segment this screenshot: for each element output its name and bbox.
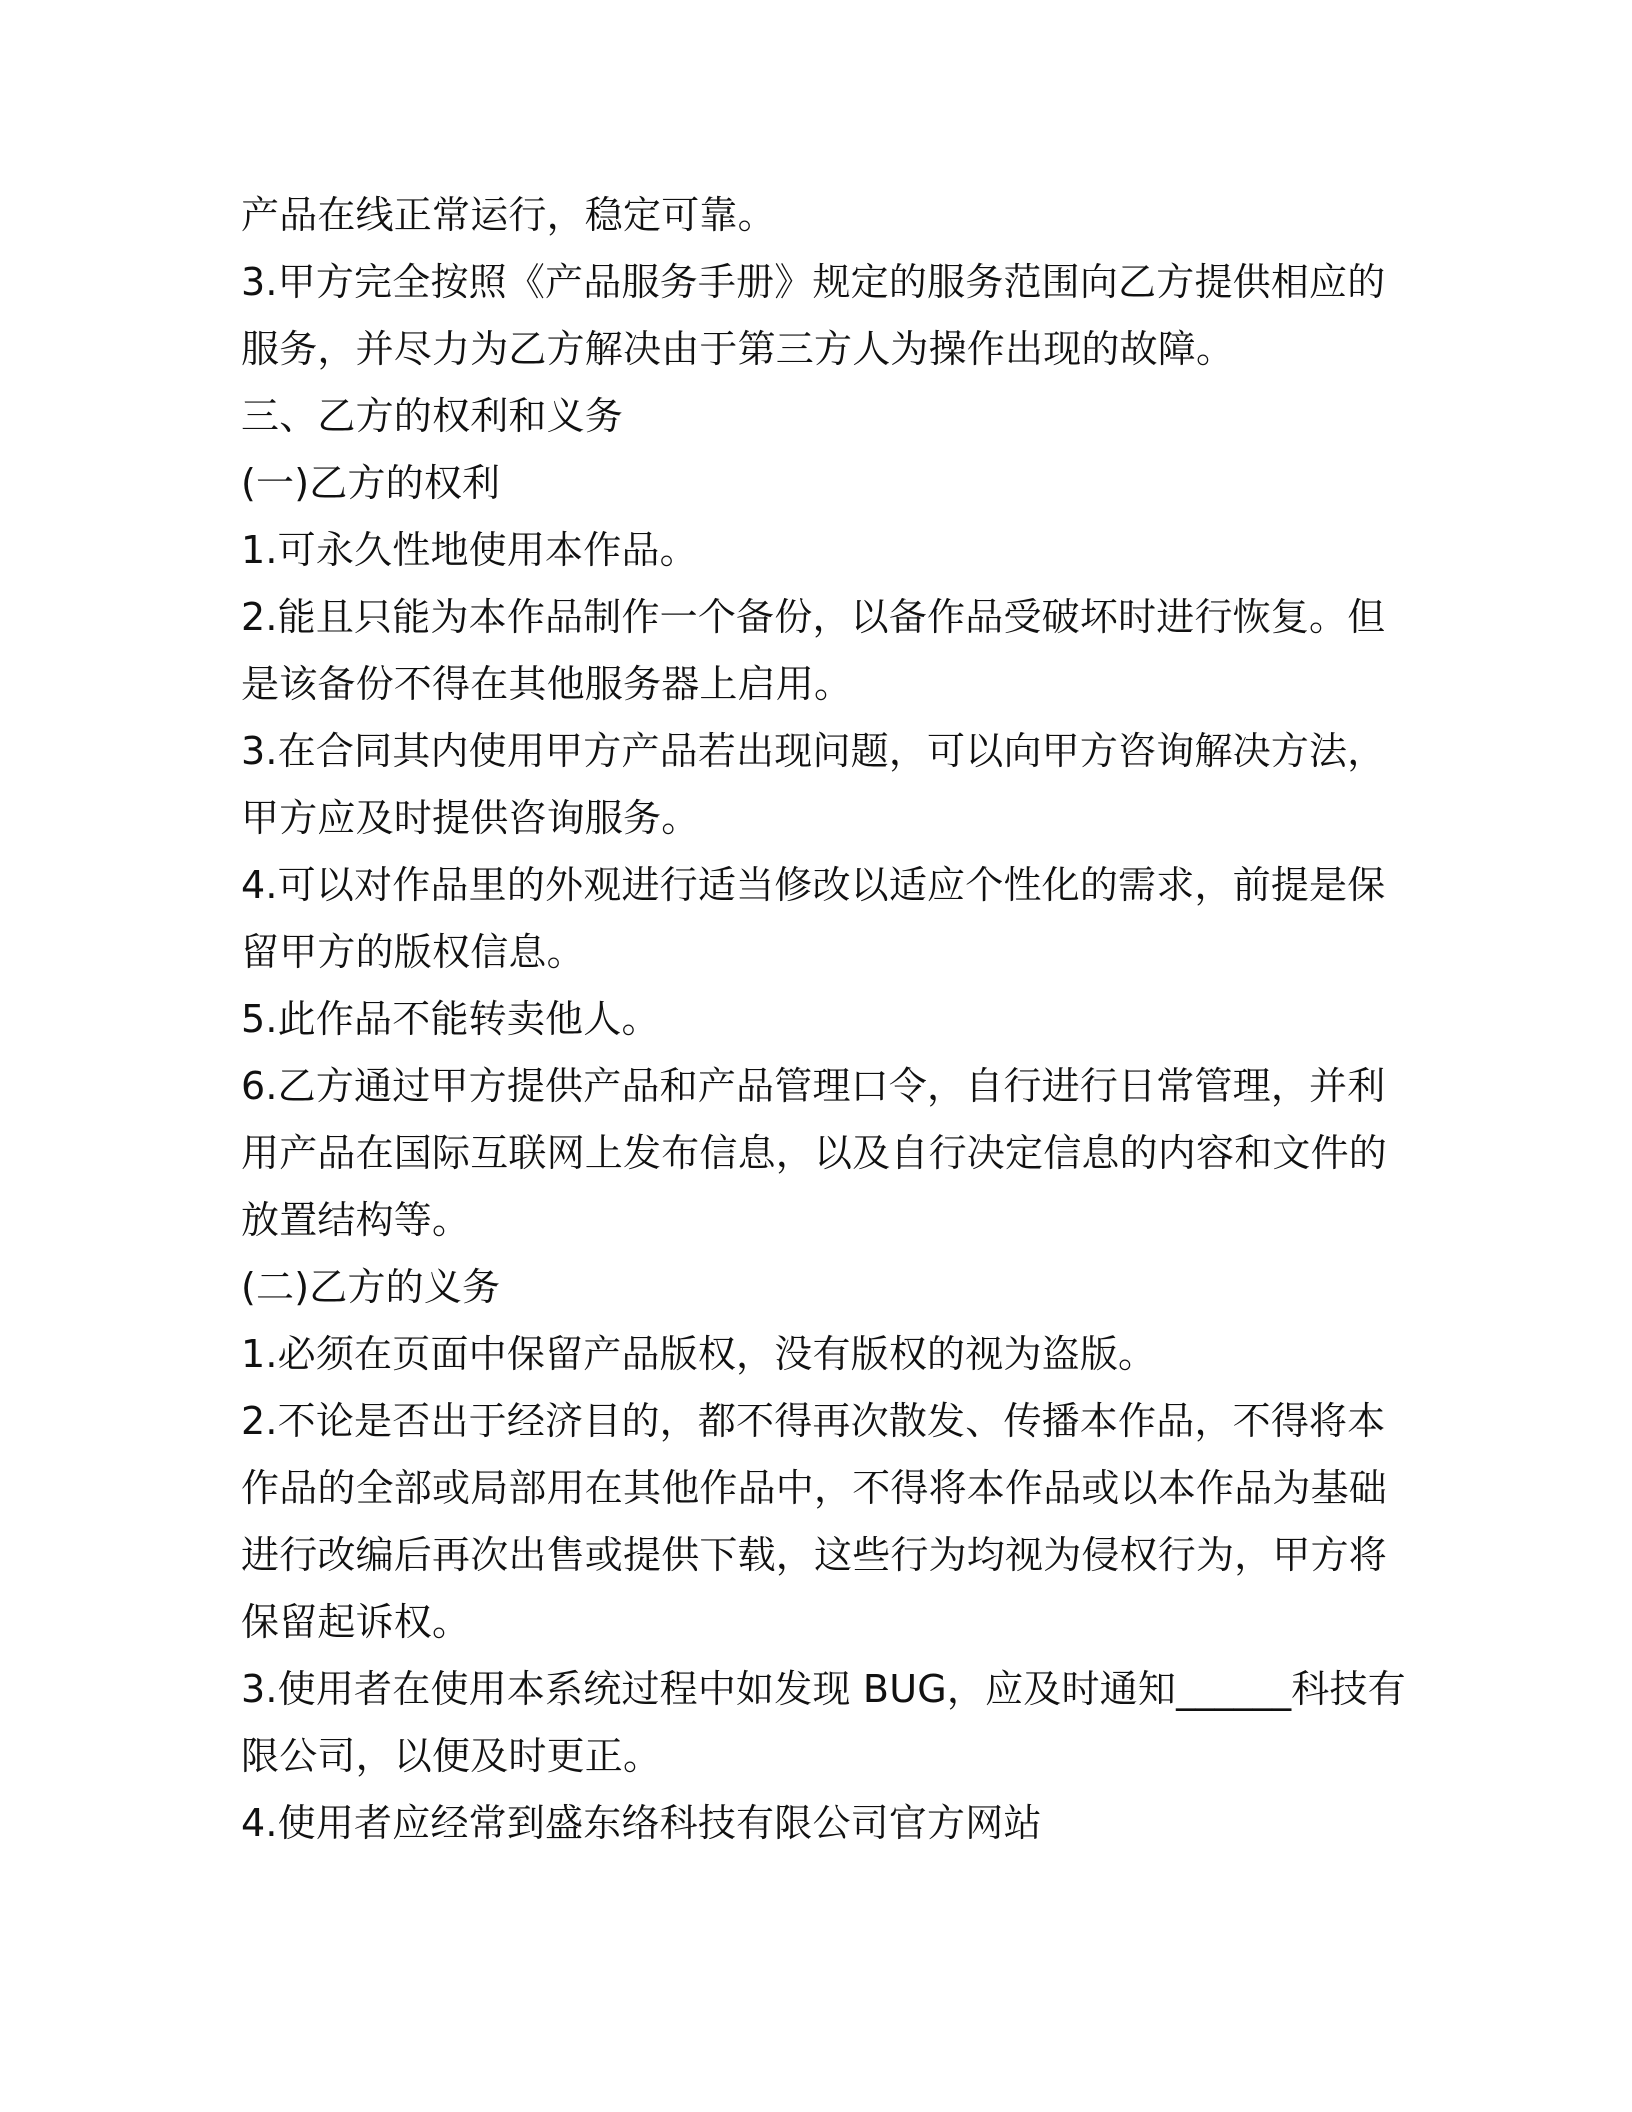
paragraph-line: 进行改编后再次出售或提供下载，这些行为均视为侵权行为，甲方将: [241, 1533, 1388, 1577]
paragraph-line: 1.可永久性地使用本作品。: [241, 528, 698, 572]
paragraph-line: 2.能且只能为本作品制作一个备份，以备作品受破坏时进行恢复。但: [241, 595, 1386, 639]
subsection-heading: (一)乙方的权利: [241, 461, 501, 505]
paragraph-line: 放置结构等。: [241, 1198, 471, 1242]
paragraph-line: 是该备份不得在其他服务器上启用。: [241, 662, 853, 706]
paragraph-line: 产品在线正常运行，稳定可靠。: [241, 193, 776, 237]
section-heading: 三、乙方的权利和义务: [241, 394, 624, 438]
paragraph-line: 限公司，以便及时更正。: [241, 1734, 662, 1778]
paragraph-line: 5.此作品不能转卖他人。: [241, 997, 660, 1041]
paragraph-line: 6.乙方通过甲方提供产品和产品管理口令，自行进行日常管理，并利: [241, 1064, 1386, 1108]
paragraph-line: 4.使用者应经常到盛东络科技有限公司官方网站: [241, 1801, 1042, 1845]
subsection-heading: (二)乙方的义务: [241, 1265, 501, 1309]
paragraph-line: 作品的全部或局部用在其他作品中，不得将本作品或以本作品为基础: [241, 1466, 1388, 1510]
paragraph-line: 1.必须在页面中保留产品版权，没有版权的视为盗版。: [241, 1332, 1157, 1376]
paragraph-line: 保留起诉权。: [241, 1600, 471, 1644]
paragraph-line: 用产品在国际互联网上发布信息，以及自行决定信息的内容和文件的: [241, 1131, 1388, 1175]
paragraph-line: 3.在合同其内使用甲方产品若出现问题，可以向甲方咨询解决方法，: [241, 729, 1386, 773]
paragraph-line: 2.不论是否出于经济目的，都不得再次散发、传播本作品，不得将本: [241, 1399, 1386, 1443]
paragraph-line: 4.可以对作品里的外观进行适当修改以适应个性化的需求，前提是保: [241, 863, 1386, 907]
paragraph-line: 3.使用者在使用本系统过程中如发现 BUG，应及时通知______科技有: [241, 1667, 1406, 1711]
paragraph-line: 服务，并尽力为乙方解决由于第三方人为操作出现的故障。: [241, 327, 1235, 371]
paragraph-line: 3.甲方完全按照《产品服务手册》规定的服务范围向乙方提供相应的: [241, 260, 1386, 304]
paragraph-line: 留甲方的版权信息。: [241, 930, 585, 974]
paragraph-line: 甲方应及时提供咨询服务。: [241, 796, 700, 840]
document-body: [241, 182, 1406, 1857]
